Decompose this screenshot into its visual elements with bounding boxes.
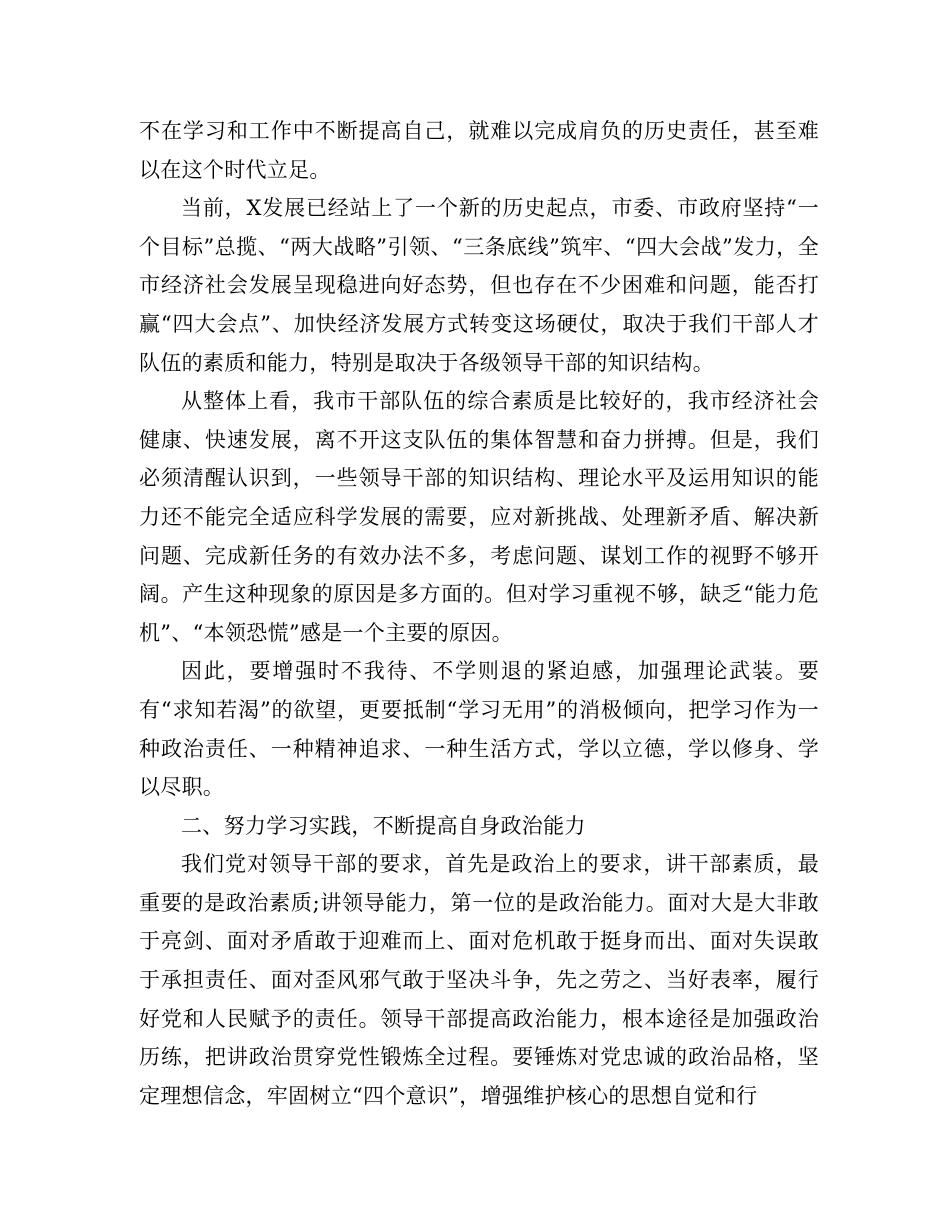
paragraph-overall-view: 从整体上看，我市干部队伍的综合素质是比较好的，我市经济社会健康、快速发展，离不开这支队伍的集体智慧和奋力拼搏。但是，我们必须清醒认识到，一些领导干部的知识结构、理论水平及运用知识的能力还不能完全适应科学发展的需要，应对新挑战、处理新矛盾、解决新问题、完成新任务的有效办法不多，考虑问题、谋划工作的视野不够开阔。产生这种现象的原因是多方面的。但对学习重视不够，缺乏“能力危机”、“本领恐慌”感是一个主要的原因。 — [139, 389, 819, 645]
body-text — [139, 112, 819, 1115]
paragraph-therefore: 因此，要增强时不我待、不学则退的紧迫感，加强理论武装。要有“求知若渴”的欲望，更要抵制“学习无用”的消极倾向，把学习作为一种政治责任、一种精神追求、一种生活方式，学以立德，学以修身、学以尽职。 — [139, 659, 819, 800]
paragraph-political-ability: 我们党对领导干部的要求，首先是政治上的要求，讲干部素质，最重要的是政治素质;讲领导能力，第一位的是政治能力。面对大是大非敢于亮剑、面对矛盾敢于迎难而上、面对危机敢于挺身而出、面对失误敢于承担责任、面对歪风邪气敢于坚决斗争，先之劳之、当好表率，履行好党和人民赋予的责任。领导干部提高政治能力，根本途径是加强政治历练，把讲政治贯穿党性锻炼全过程。要锤炼对党忠诚的政治品格，坚定理想信念，牢固树立“四个意识”，增强维护核心的思想自觉和行 — [139, 852, 819, 1108]
section-heading-two: 二、努力学习实践，不断提高自身政治能力 — [181, 813, 586, 838]
paragraph-current-situation: 当前，X发展已经站上了一个新的历史起点，市委、市政府坚持“一个目标”总揽、“两大战略”引领、“三条底线”筑牢、“四大会战”发力，全市经济社会发展呈现稳进向好态势，但也存在不少困难和问题，能否打赢“四大会点”、加快经济发展方式转变这场硬仗，取决于我们干部人才队伍的素质和能力，特别是取决于各级领导干部的知识结构。 — [139, 196, 819, 375]
paragraph-continuation: 不在学习和工作中不断提高自己，就难以完成肩负的历史责任，甚至难以在这个时代立足。 — [139, 119, 819, 182]
